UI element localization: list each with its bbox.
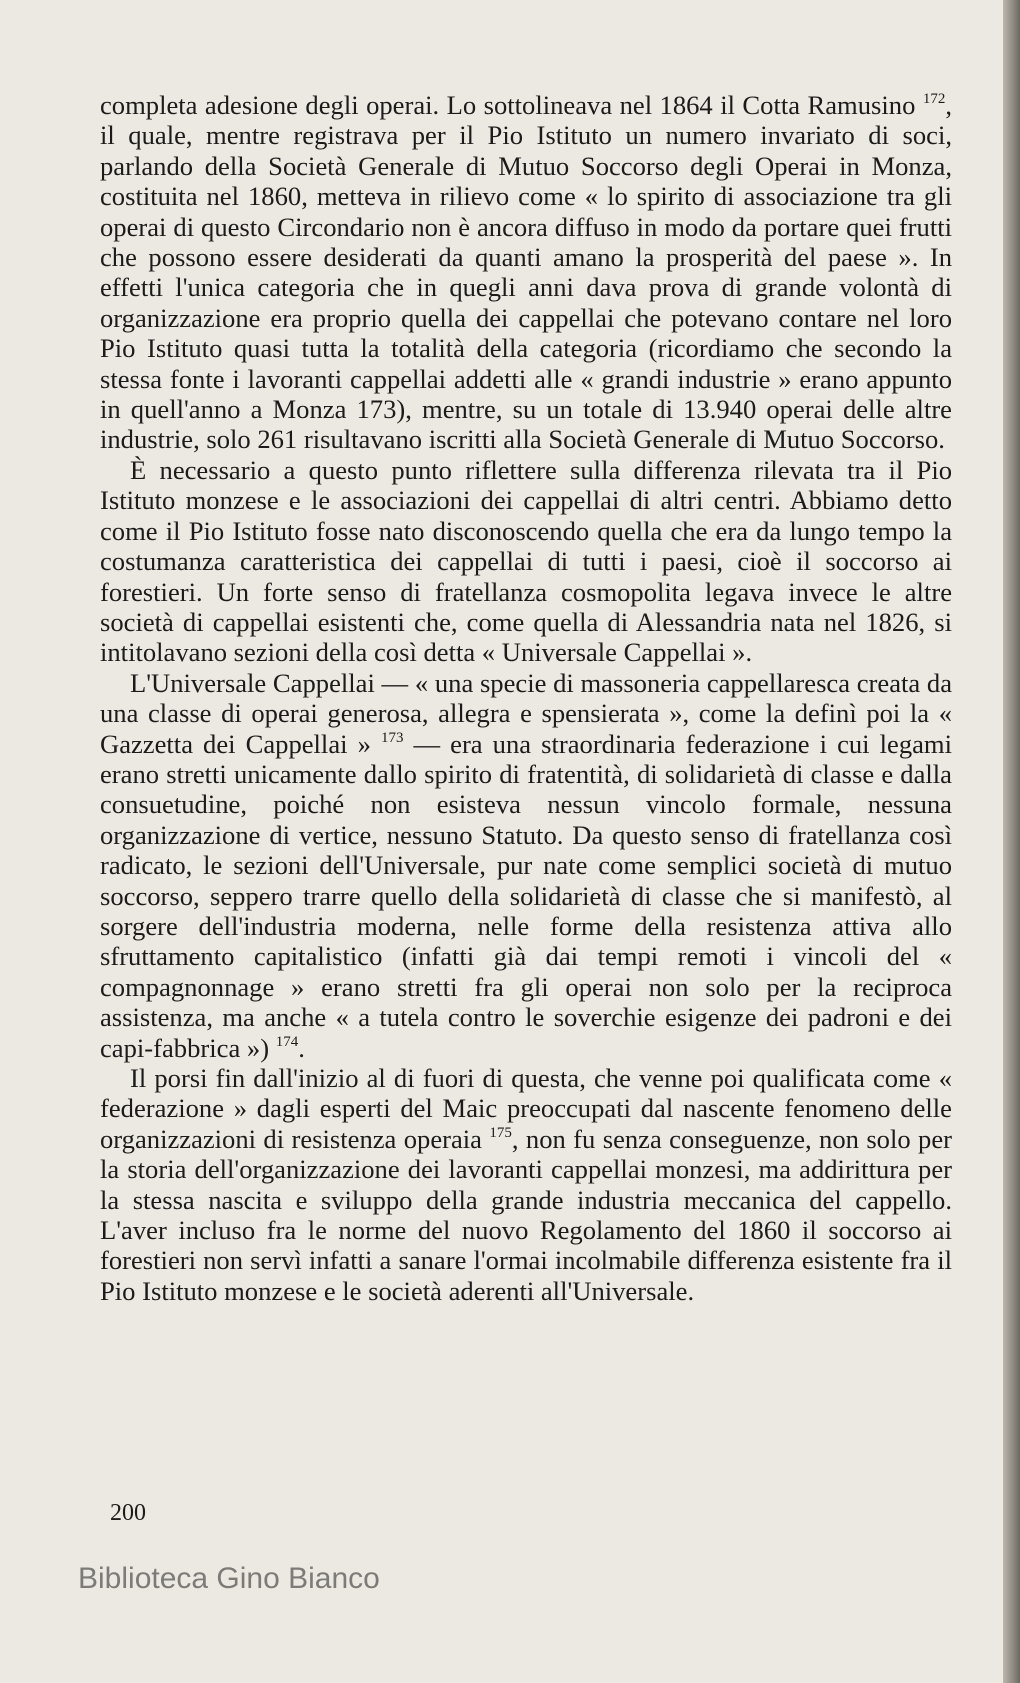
paragraph [100, 90, 952, 455]
footnote-ref: 174 [275, 1033, 299, 1050]
footnote-ref: 172 [922, 91, 946, 107]
paragraph-text: L'Universale Cappellai — « una specie di massoneria cappellaresca creata da una classe di operai generosa, allegra e spensierata », come la definì poi la « Gazzetta dei Cappellai » [100, 667, 952, 759]
paragraph-text: , il quale, mentre registrava per il Pio Istituto un numero invariato di soci, parlando della Società Generale di Mutuo Soccorso degli Operai in Monza, costituita nel 1860, metteva in rilievo come « lo spirito di associazione tra gli operai di questo Circondario non è ancora diffuso in modo da portare quei frutti che possono essere desiderati da quanti amano la prosperità del paese ». In effetti l'unica categoria che in quegli anni dava prova di grande volontà di organizzazione era proprio quella dei cappellai che potevano contare nel loro Pio Istituto quasi tutta la totalità della categoria (ricordiamo che secondo la stessa fonte i lavoranti cappellai addetti alle « grandi industrie » erano appunto in quell'anno a Monza 173), mentre, su un totale di 13.940 operai delle altre industrie, solo 261 risultavano iscritti alla Società Generale di Mutuo Soccorso. [100, 90, 952, 455]
footnote-ref: 175 [489, 1124, 512, 1141]
paragraph [100, 668, 952, 1063]
paragraph-text: — era una straordinaria federazione i cui legami erano stretti unicamente dallo spirito di fratentità, di solidarietà di classe e dalla consuetudine, poiché non esisteva nessun vincolo formale, nessuna organizzazione di vertice, nessuno Statuto. Da questo senso di fratellanza così radicato, le sezioni dell'Universale, pur nate come semplici società di mutuo soccorso, seppero trarre quello della solidarietà di classe che si manifestò, al sorgere dell'industria moderna, nelle forme della resistenza attiva allo sfruttamento capitalistico (infatti già dai tempi remoti i vincoli del « compagnonnage » erano stretti fra gli operai non solo per la reciproca assistenza, ma anche « a tutela contro le soverchie esigenze dei padroni e dei capi-fabbrica ») [100, 728, 952, 1063]
paragraph-text: . [298, 1032, 305, 1063]
paragraph-text: completa adesione degli operai. Lo sottolineava nel 1864 il Cotta Ramusino [100, 90, 923, 120]
page-edge [1003, 0, 1020, 1683]
paragraph [100, 1063, 952, 1306]
paragraph-text: È necessario a questo punto riflettere sulla differenza rilevata tra il Pio Istituto monzese e le associazioni dei cappellai di altri centri. Abbiamo detto come il Pio Istituto fosse nato disconoscendo quella che era da lungo tempo la costumanza caratteristica dei cappellai di tutti i paesi, cioè il soccorso ai forestieri. Un forte senso di fratellanza cosmopolita legava invece le altre società di cappellai esistenti che, come quella di Alessandria nata nel 1826, si intitolavano sezioni della così detta « Universale Cappellai ». [100, 454, 952, 668]
body-text [100, 90, 952, 1306]
paragraph [100, 455, 952, 668]
paragraph-text: Il porsi fin dall'inizio al di fuori di questa, che venne poi qualificata come « federazione » dagli esperti del Maic preoccupati dal nascente fenomeno delle organizzazioni di resistenza operaia [100, 1063, 952, 1154]
paragraph-text: , non fu senza conseguenze, non solo per la storia dell'organizzazione dei lavoranti cappellai monzesi, ma addirittura per la stessa nascita e sviluppo della grande industria meccanica del cappello. L'aver incluso fra le norme del nuovo Regolamento del 1860 il soccorso ai forestieri non servì infatti a sanare l'ormai incolmabile differenza esistente fra il Pio Istituto monzese e le società aderenti all'Universale. [100, 1123, 953, 1306]
library-watermark: Biblioteca Gino Bianco [78, 1562, 380, 1595]
page-number: 200 [110, 1500, 146, 1526]
footnote-ref: 173 [380, 729, 404, 746]
